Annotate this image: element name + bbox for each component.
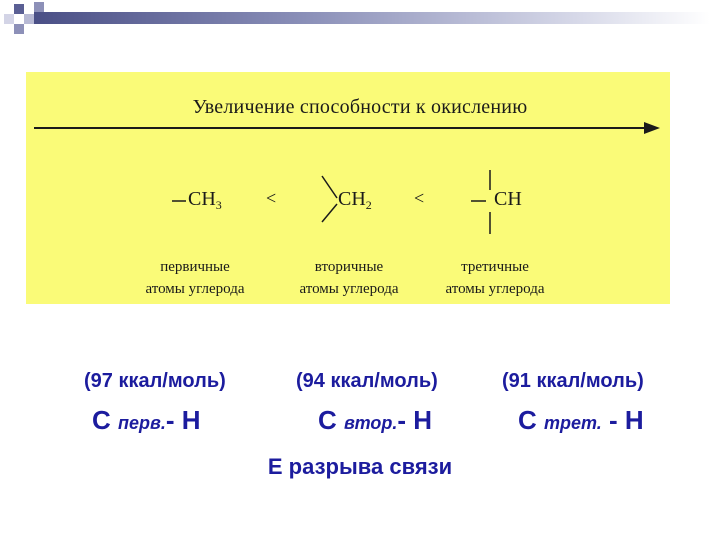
tertiary-label: [420, 256, 570, 300]
primary-energy: (97 ккал/моль): [84, 370, 226, 392]
bond-energy-caption: Е разрыва связи: [267, 454, 453, 479]
label-line: вторичные: [314, 259, 384, 275]
tertiary-bond: С трет. - Н: [518, 405, 644, 435]
secondary-energy: (94 ккал/моль): [296, 370, 438, 392]
primary-label: [120, 256, 270, 300]
label-line: третичные: [461, 259, 529, 275]
secondary-bond: С втор.- Н: [318, 405, 433, 435]
primary-bond: С перв.- Н: [92, 405, 201, 435]
header-square: [14, 24, 24, 34]
label-line: атомы углерода: [445, 281, 545, 297]
less-than-sign: <: [414, 188, 425, 208]
header-square: [24, 14, 34, 24]
label-line: атомы углерода: [299, 281, 399, 297]
secondary-formula: $CH_2$: [338, 188, 372, 212]
primary-formula: $CH_3$: [188, 188, 222, 212]
label-line: первичные: [160, 259, 230, 275]
secondary-label: [274, 256, 424, 300]
header-square: [4, 14, 14, 24]
tertiary-energy: (91 ккал/моль): [502, 370, 644, 392]
arrow-label: Увеличение способности к окислению: [192, 96, 528, 118]
header-square: [14, 4, 24, 14]
tertiary-formula: CH: [494, 188, 522, 210]
label-line: атомы углерода: [145, 281, 245, 297]
header-square: [34, 2, 44, 12]
less-than-sign: <: [266, 188, 277, 208]
header-gradient-bar: [34, 12, 710, 24]
